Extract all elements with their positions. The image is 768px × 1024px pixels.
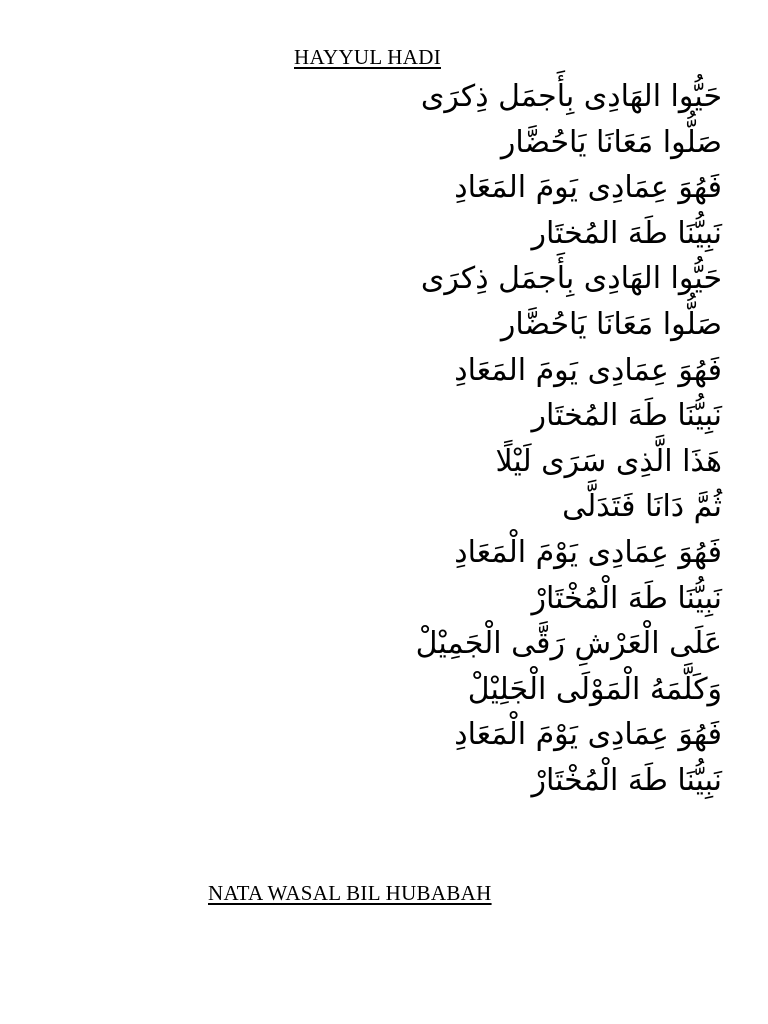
verse-line: نَبِيُّنَا طَهَ الْمُخْتَارْ xyxy=(531,762,722,798)
verse-line: نَبِيُّنَا طَهَ الْمُخْتَارْ xyxy=(531,580,722,616)
verse-line: نَبِيُّنَا طَهَ المُختَار xyxy=(531,398,722,434)
verse-line: صَلُّوا مَعَانَا يَاحُضَّار xyxy=(500,306,722,342)
verse-line: حَيُّوا الهَادِى بِأَجمَل ذِكرَى xyxy=(420,261,722,297)
verse-line: حَيُّوا الهَادِى بِأَجمَل ذِكرَى xyxy=(420,79,722,114)
verse-list xyxy=(222,74,722,804)
verse-line: فَهُوَ عِمَادِى يَوْمَ الْمَعَادِ xyxy=(454,534,722,570)
verse-line: نَبِيُّنَا طَهَ المُختَار xyxy=(531,215,722,251)
section-title-nata-wasal-bil-hubabah: NATA WASAL BIL HUBABAH xyxy=(208,881,492,905)
section-title-hayyul-hadi: HAYYUL HADI xyxy=(294,45,441,69)
verse-line: ثُمَّ دَانَا فَتَدَلَّى xyxy=(562,489,722,525)
verse-line: وَكَلَّمَهُ الْمَوْلَى الْجَلِيْلْ xyxy=(467,671,722,707)
verse-line: فَهُوَ عِمَادِى يَوْمَ الْمَعَادِ xyxy=(454,717,722,753)
verse-line: صَلُّوا مَعَانَا يَاحُضَّار xyxy=(500,124,722,160)
verse-line: هَذَا الَّذِى سَرَى لَيْلًا xyxy=(495,443,722,479)
verse-line: فَهُوَ عِمَادِى يَومَ المَعَادِ xyxy=(454,170,722,206)
verse-line: فَهُوَ عِمَادِى يَومَ المَعَادِ xyxy=(454,352,722,388)
verse-line: عَلَى الْعَرْشِ رَقَّى الْجَمِيْلْ xyxy=(415,626,722,662)
